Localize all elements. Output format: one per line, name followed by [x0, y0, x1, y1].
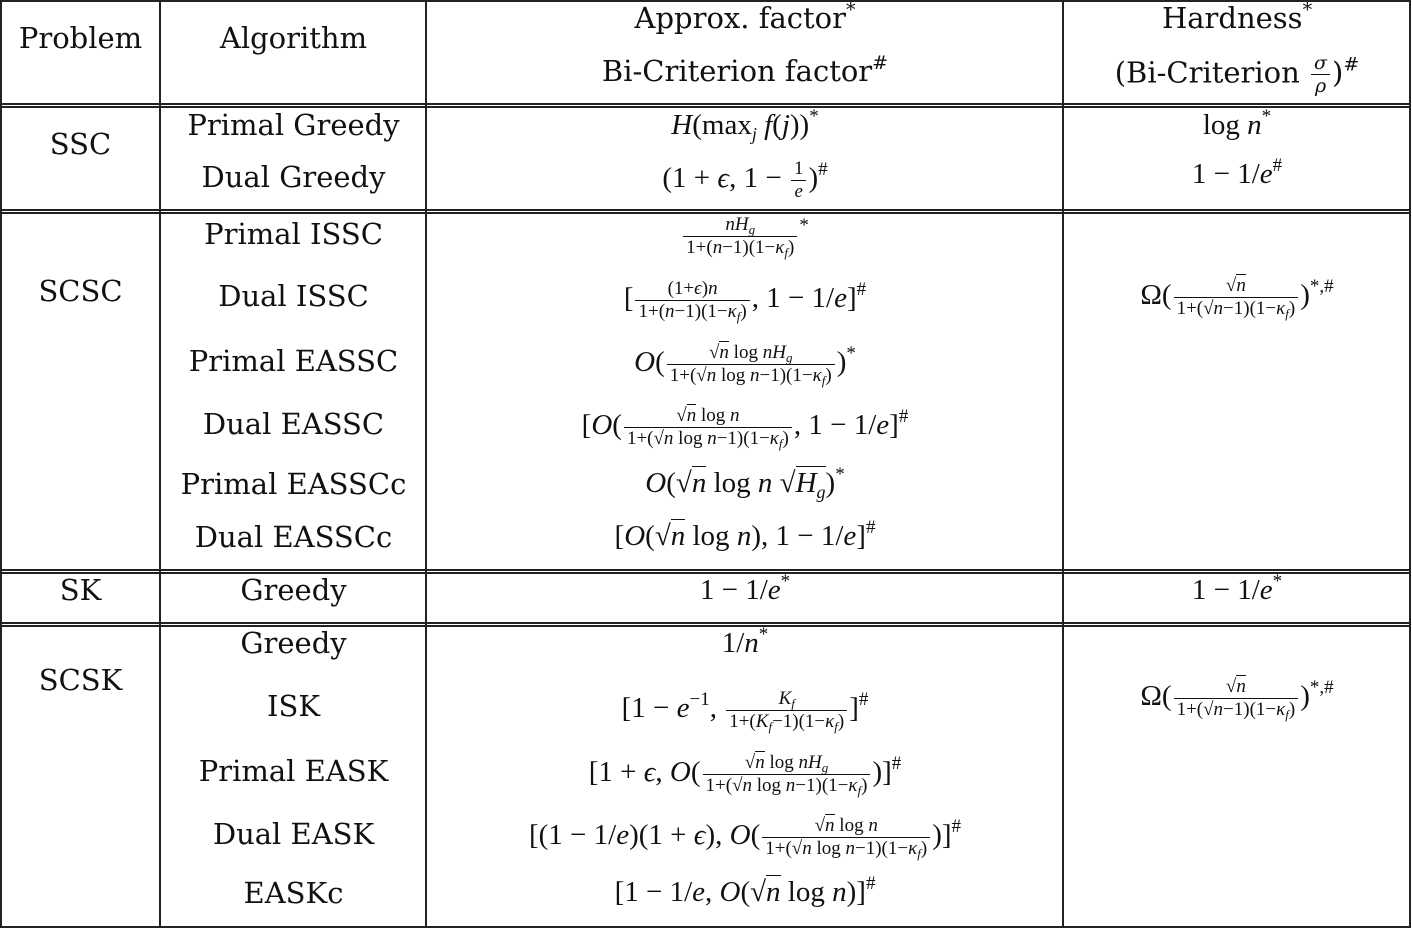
problem-ssc: SSC — [49, 127, 112, 161]
algorithm-isk: ISK — [267, 689, 320, 723]
algorithm-dual-easscc: Dual EASSCc — [194, 520, 393, 554]
factor-primal-eassc: O( $\frac{√n \log nH_g}{1+(√n \log n-1)(1-\kappa_f)}$ )* — [634, 342, 856, 388]
rule-bottom — [0, 926, 1411, 928]
algorithm-sk-greedy: Greedy — [240, 573, 347, 607]
factor-dual-issc: [ $\frac{(1+\epsilon)n}{1+(n-1)(1-\kappa_f)}$ , 1 − 1/e]# — [623, 278, 867, 324]
algorithm-scsk-greedy: Greedy — [240, 626, 347, 660]
algorithm-easkc: EASKc — [243, 876, 344, 910]
header-problem: Problem — [18, 21, 143, 55]
factor-easkc: [1 − 1/e, O(√n log n)]# — [614, 873, 876, 908]
algorithm-primal-issc: Primal ISSC — [204, 217, 383, 251]
hash-marker: # — [872, 52, 889, 74]
factor-dual-greedy: (1 + ϵ, 1 − $\frac{1}{e}$ )# — [662, 158, 828, 202]
hardness-scsk: Ω( $\frac{√n}{1+(√n-1)(1-\kappa_f)}$ )*,# — [1140, 676, 1334, 722]
problem-scsc: SCSC — [38, 274, 123, 308]
algorithm-dual-eask: Dual EASK — [212, 817, 375, 851]
factor-primal-greedy: $H(\max_j$ f(j))* — [671, 106, 819, 144]
header-approx-label: Approx. factor — [634, 1, 846, 35]
header-hardness-label: Hardness — [1161, 1, 1303, 35]
algorithm-dual-greedy: Dual Greedy — [201, 160, 386, 194]
factor-dual-easscc: [O(√n log n), 1 − 1/e]# — [614, 517, 876, 552]
header-bicriterion-factor — [427, 52, 1063, 88]
problem-scsk: SCSK — [38, 663, 123, 697]
header-hardness — [1064, 2, 1410, 34]
star-marker: * — [1302, 0, 1313, 21]
factor-primal-issc: $\frac{nH_g}{1+(n-1)(1-\kappa_f)}$ * — [427, 214, 1063, 259]
factor-isk: [$1 - e^{-1}$, $\frac{K_f}{1+(K_f-1)(1-\kappa_f)}$ ]# — [621, 688, 869, 734]
factor-sk-greedy: 1 − 1/e* — [699, 571, 791, 606]
star-marker: * — [845, 0, 856, 21]
hash-marker: # — [1343, 53, 1360, 76]
factor-scsk-greedy: 1/n* — [721, 624, 769, 659]
hardness-scsc: Ω( $\frac{√n}{1+(√n-1)(1-\kappa_f)}$ )*,# — [1140, 275, 1334, 321]
algorithm-primal-eask: Primal EASK — [198, 754, 389, 788]
header-hardness-bicriterion-label: (Bi-Criterion — [1114, 55, 1310, 90]
problem-sk: SK — [59, 573, 102, 607]
algorithm-dual-issc: Dual ISSC — [218, 279, 369, 313]
algorithm-primal-easscc: Primal EASSCc — [180, 467, 407, 501]
factor-dual-eask: [(1 − 1/e)(1 + ϵ), O( $\frac{\text{√n log n}}{1+(√n \log n-1)(1-\kappa_f)}$ )]# — [528, 815, 962, 861]
header-bicriterion-label: Bi-Criterion factor — [601, 54, 873, 88]
algorithm-dual-eassc: Dual EASSC — [202, 407, 385, 441]
factor-primal-eask: [1 + ϵ, O( $\frac{√n \log nH_g}{1+(√n \log n-1)(1-\kappa_f)}$ )]# — [588, 752, 902, 798]
factor-dual-eassc: [O( $\frac{\text{√n log n}}{1+(√n \log n-1)(1-\kappa_f)}$ , 1 − 1/e]# — [581, 405, 909, 451]
hardness-ssc-primal: log n* — [1202, 106, 1272, 141]
header-algorithm: Algorithm — [219, 21, 368, 55]
hardness-sk: 1 − 1/e* — [1191, 571, 1283, 606]
header-approx-factor — [427, 2, 1063, 34]
algorithm-primal-greedy: Primal Greedy — [187, 108, 400, 142]
header-hardness-bicriterion: (Bi-Criterion $\frac{\sigma}{\rho}$ )# — [1114, 52, 1360, 97]
factor-primal-easscc: O(√n log n $√H_g)^*$ — [645, 464, 845, 502]
algorithm-primal-eassc: Primal EASSC — [188, 344, 399, 378]
hardness-ssc-dual: 1 − 1/e# — [1191, 155, 1283, 190]
